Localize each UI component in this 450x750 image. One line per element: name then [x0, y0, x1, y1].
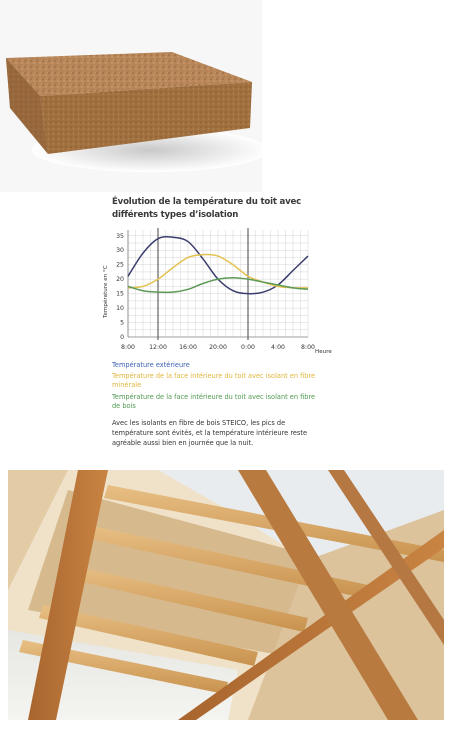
x-tick-label: 8:00 [301, 344, 315, 351]
x-tick-label: 12:00 [149, 344, 167, 351]
chart-caption: Avec les isolants en fibre de bois STEICO, les pics de température sont évités, et la température intérieure reste agréable aussi bien en journée que la nuit. [112, 419, 308, 447]
y-axis-label: Température en °C [103, 265, 109, 318]
chart-title: Évolution de la température du toit avec différents types d’isolation [112, 197, 302, 220]
y-tick-label: 10 [116, 305, 124, 313]
y-tick-label: 25 [116, 261, 124, 269]
y-tick-label: 20 [116, 276, 124, 284]
roof-structure-photo [8, 470, 444, 720]
x-tick-label: 8:00 [121, 344, 135, 351]
x-tick-label: 16:00 [179, 344, 197, 351]
legend-item-wood: Température de la face intérieure du toit avec isolant en fibre de bois [112, 392, 316, 410]
x-tick-label: 20:00 [209, 344, 227, 351]
y-tick-label: 0 [120, 334, 124, 341]
insulation-board-photo [0, 0, 262, 192]
y-tick-label: 30 [116, 247, 124, 255]
y-tick-label: 35 [116, 232, 124, 240]
temperature-chart [98, 222, 346, 360]
x-tick-label: 4:00 [271, 344, 285, 351]
x-axis-label: Heure [315, 349, 332, 355]
legend-item-mineral: Température de la face intérieure du toit avec isolant en fibre minérale [112, 372, 316, 390]
x-tick-label: 0:00 [241, 344, 255, 351]
chart-legend [112, 361, 324, 413]
y-tick-label: 15 [116, 290, 124, 298]
y-tick-label: 5 [120, 319, 124, 327]
legend-item-outdoor: Température extérieure [112, 361, 190, 369]
